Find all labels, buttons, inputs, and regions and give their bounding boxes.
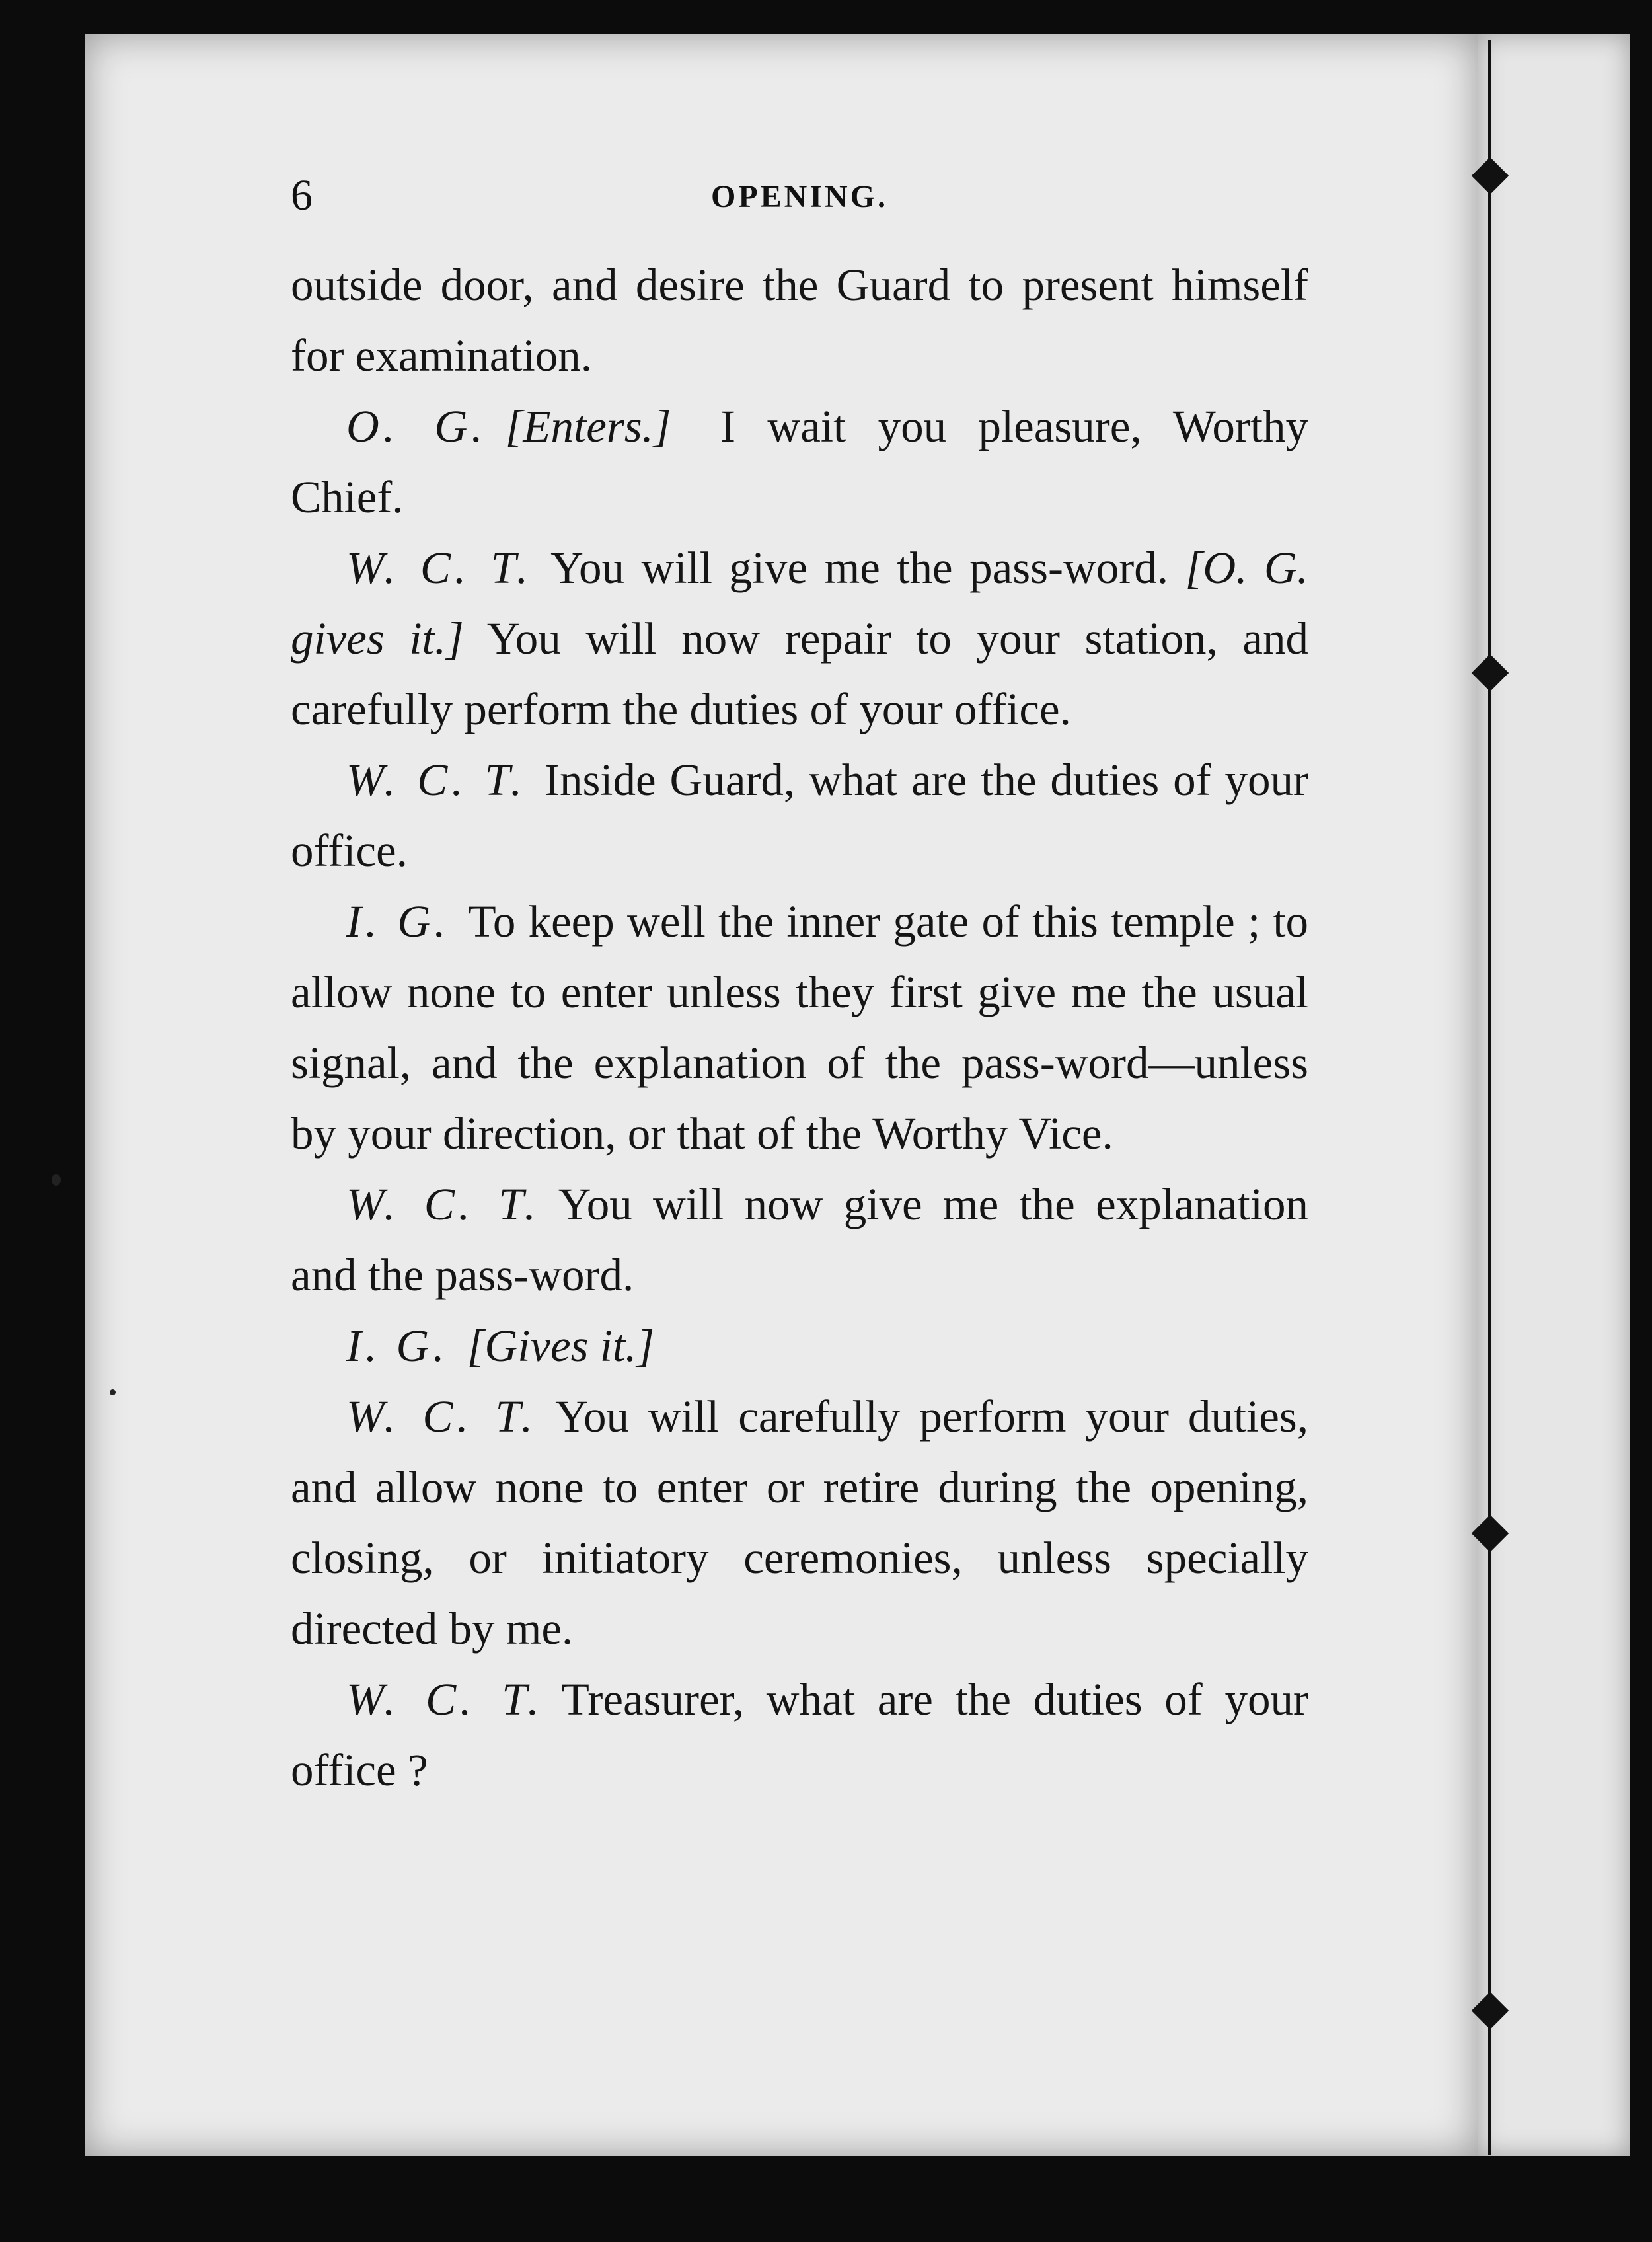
- paragraph-text: outside door, and desire the Guard to present himself for examination.: [291, 260, 1308, 381]
- stage-direction: [Enters.]: [505, 401, 671, 451]
- speaker-label: W. C. T.: [346, 1391, 537, 1442]
- speaker-label: I. G.: [346, 896, 450, 947]
- paragraph: [291, 886, 1308, 1169]
- speaker-label: O. G.: [346, 401, 487, 451]
- paragraph: [291, 1169, 1308, 1311]
- paragraph-text: To keep well the inner gate of this temple ; to allow none to enter unless they first give me the usual signal, and the explanation of the pass-word—unless by your direction, or that of the Worthy Vice.: [291, 896, 1308, 1159]
- facing-page-edge: [1478, 34, 1630, 2156]
- paragraph: [291, 391, 1308, 533]
- page-body: [291, 250, 1308, 1806]
- paragraph-text: Treasurer, what are the duties of your office ?: [291, 1674, 1309, 1795]
- paragraph-text: You will give me the pass-word.: [550, 543, 1169, 593]
- paragraph: [291, 1311, 1308, 1381]
- binding-line: [1488, 40, 1491, 2155]
- page-header: [291, 171, 1308, 223]
- running-head: OPENING.: [710, 179, 888, 214]
- stage-direction: [Gives it.]: [467, 1321, 655, 1371]
- speaker-label: W. C. T.: [346, 543, 533, 593]
- paragraph-text: I wait you pleasure, Worthy Chief.: [291, 401, 1308, 522]
- paragraph: [291, 250, 1308, 391]
- paragraph: [291, 1664, 1308, 1806]
- speaker-label: I. G.: [346, 1321, 449, 1371]
- paragraph: [291, 533, 1308, 745]
- print-speck: [110, 1389, 116, 1395]
- paragraph: [291, 1381, 1308, 1664]
- print-speck: [52, 1174, 61, 1186]
- paragraph-text: You will now give me the explanation and the pass-word.: [291, 1179, 1309, 1300]
- paragraph-text: Inside Guard, what are the duties of your office.: [291, 755, 1308, 876]
- speaker-label: W. C. T.: [346, 1179, 540, 1229]
- speaker-label: W. C. T.: [346, 755, 526, 805]
- page-number: 6: [291, 171, 313, 219]
- paragraph-text: You will now repair to your station, and carefully perform the duties of your office.: [291, 613, 1308, 734]
- paragraph: [291, 745, 1308, 886]
- paragraph-text: You will carefully perform your duties, and allow none to enter or retire during the opening, closing, or initiatory ceremonies, unless specially directed by me.: [291, 1391, 1308, 1654]
- speaker-label: W. C. T.: [346, 1674, 543, 1724]
- stage-direction: [O. G. gives it.]: [291, 543, 1309, 664]
